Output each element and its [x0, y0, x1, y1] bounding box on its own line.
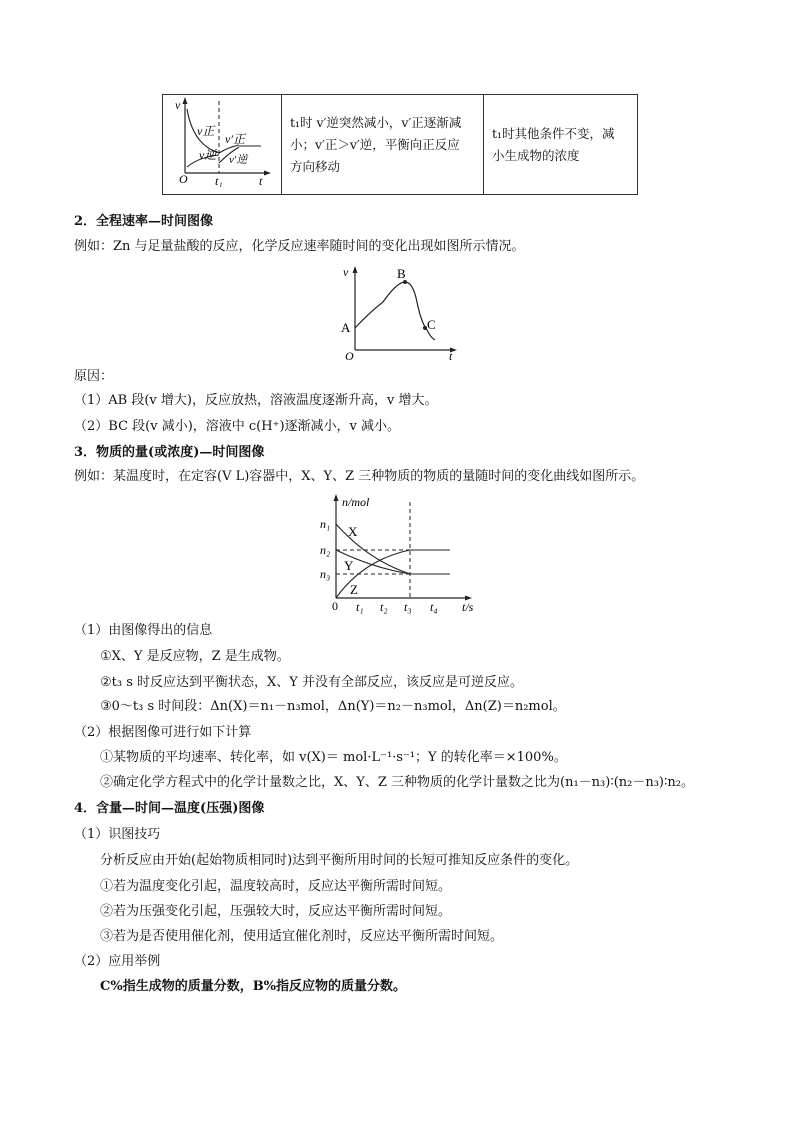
s4-p1d: ③若为是否使用催化剂，使用适宜催化剂时，反应达平衡所需时间短。 [100, 929, 504, 944]
fig-t-label: t [259, 174, 263, 187]
s3-p1a: ①X、Y 是反应物，Z 是生成物。 [100, 649, 290, 664]
fig3-t3: t₃ [404, 600, 412, 614]
fig2-v-label: v [343, 265, 349, 279]
table-cond-line-2: 小生成物的浓度 [492, 147, 580, 163]
section-4-heading: 4．含量—时间—温度(压强)图像 [74, 801, 265, 816]
s3-p2b: ②确定化学方程式中的化学计量数之比，X、Y、Z 三种物质的化学计量数之比为(n₁－n₃)∶(n₂－n₃)∶n₂。 [100, 775, 694, 790]
s3-p1: （1）由图像得出的信息 [74, 623, 213, 638]
table-desc-line-3: 方向移动 [290, 158, 341, 174]
fig3-n2: n₂ [320, 543, 331, 557]
fig2-c-label: C [427, 317, 436, 332]
s4-p2a: C%指生成物的质量分数，B%指反应物的质量分数。 [100, 979, 407, 994]
fig3-zero: 0 [332, 599, 338, 613]
fig-vpz-label: v′正 [225, 132, 245, 146]
table-description-cell [282, 95, 484, 195]
fig3-t1: t₁ [356, 600, 364, 614]
section-3-example: 例如：某温度时，在定容(V L)容器中，X、Y、Z 三种物质的物质的量随时间的变化曲线如图所示。 [74, 469, 645, 484]
fig3-t4: t₄ [430, 600, 438, 614]
fig3-y-label: Y [344, 558, 354, 573]
amount-time-figure [318, 490, 488, 615]
fig3-ts: t/s [462, 600, 474, 614]
fig-t1-label: t₁ [215, 174, 223, 187]
fig-vn-label: v逆 [199, 148, 217, 162]
section-2-heading: 2．全程速率—时间图像 [74, 214, 214, 229]
s3-p1c: ③0～t₃ s 时间段：Δn(X)＝n₁－n₃mol，Δn(Y)＝n₂－n₃mol，Δn(Z)＝n₂mol。 [100, 699, 566, 714]
table-condition-cell [484, 95, 638, 195]
fig3-n1: n₁ [320, 517, 331, 531]
s4-p1b: ①若为温度变化引起，温度较高时，反应达平衡所需时间短。 [100, 879, 452, 894]
section-2-example: 例如：Zn 与足量盐酸的反应，化学反应速率随时间的变化出现如图所示情况。 [74, 239, 525, 254]
fig-v-label: v [175, 98, 181, 112]
fig3-t2: t₂ [380, 600, 388, 614]
fig3-ylabel: n/mol [342, 495, 370, 509]
fig-origin-label: O [179, 172, 188, 186]
fig-vpn-label: v′逆 [229, 154, 248, 166]
s4-p1: （1）识图技巧 [74, 827, 161, 842]
fig3-n3: n₃ [320, 567, 331, 581]
table-cond-line-1: t₁时其他条件不变，减 [492, 125, 615, 141]
reason-2: （2）BC 段(v 减小)，溶液中 c(H⁺)逐渐减小，v 减小。 [74, 419, 400, 434]
s4-p1a: 分析反应由开始(起始物质相同时)达到平衡所用时间的长短可推知反应条件的变化。 [100, 853, 579, 868]
fig3-z-label: Z [350, 582, 358, 597]
rate-time-figure-small [163, 95, 281, 187]
fig2-t-label: t [449, 349, 453, 362]
fig2-a-label: A [341, 320, 351, 335]
fig3-x-label: X [348, 524, 358, 539]
s4-p1c: ②若为压强变化引起，压强较大时，反应达平衡所需时间短。 [100, 904, 452, 919]
fig2-origin-label: O [345, 349, 354, 362]
s3-p2a: ①某物质的平均速率、转化率，如 v(X)＝ mol·L⁻¹·s⁻¹；Y 的转化率＝×100%。 [100, 750, 567, 765]
s3-p2: （2）根据图像可进行如下计算 [74, 725, 252, 740]
table-desc-line-2: 小；v′正＞v′逆，平衡向正反应 [290, 136, 460, 152]
s4-p2: （2）应用举例 [74, 954, 161, 969]
reason-title: 原因： [74, 369, 114, 384]
table-desc-line-1: t₁时 v′逆突然减小，v′正逐渐减 [290, 114, 462, 130]
table-figure-cell [163, 95, 282, 195]
s3-p1b: ②t₃ s 时反应达到平衡状态，X、Y 并没有全部反应，该反应是可逆反应。 [100, 675, 523, 690]
section-3-heading: 3．物质的量(或浓度)—时间图像 [74, 445, 265, 460]
fig-vz-label: v正 [197, 124, 215, 138]
fig2-b-label: B [397, 266, 406, 281]
full-rate-time-figure [335, 262, 465, 362]
condition-table [162, 94, 638, 195]
reason-1: （1）AB 段(v 增大)，反应放热，溶液温度逐渐升高，v 增大。 [74, 393, 438, 408]
